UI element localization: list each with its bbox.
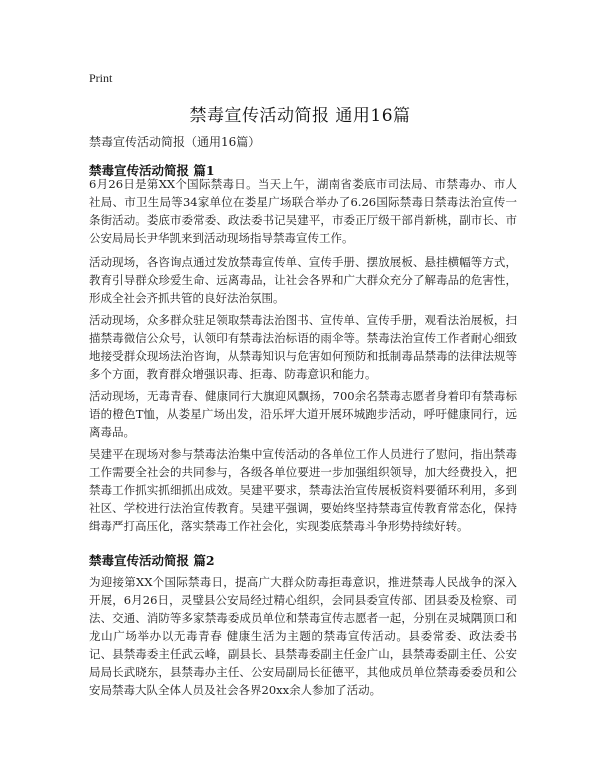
paragraph: 活动现场，无毒青春、健康同行大旗迎风飘扬，700余名禁毒志愿者身着印有禁毒标语的橙色T恤，从娄星广场出发，沿乐坪大道开展环城跑步活动，呼吁健康同行，远离毒品。 — [89, 389, 517, 439]
document-subtitle: 禁毒宣传活动简报（通用16篇） — [89, 135, 261, 149]
paragraph: 活动现场，众多群众驻足领取禁毒法治图书、宣传单、宣传手册，观看法治展板，扫描禁毒微信公众号，认领印有禁毒法治标语的雨伞等。禁毒法治宣传工作者耐心细致地接受群众现场法治咨询，从禁毒知识与危害如何预防和抵制毒品禁毒的法律法规等多个方面，教育群众增强识毒、拒毒、防毒意识和能力。 — [89, 313, 517, 381]
paragraph: 吴建平在现场对参与禁毒法治集中宣传活动的各单位工作人员进行了慰问，指出禁毒工作需要全社会的共同参与，各级各单位要进一步加强组织领导，加大经费投入，把禁毒工作抓实抓细抓出成效。吴建平要求，禁毒法治宣传展板资料要循环利用，多到社区、学校进行法治宣传教育。吴建平强调，要始终坚持禁毒宣传教育常态化，保持缉毒严打高压化，落实禁毒工作社会化，实现娄底禁毒斗争形势持续好转。 — [89, 447, 517, 533]
paragraph: 为迎接第XX个国际禁毒日，提高广大群众防毒拒毒意识，推进禁毒人民战争的深入开展，6月26日，灵璧县公安局经过精心组织，会同县委宣传部、团县委及检察、司法、交通、消防等多家禁毒委成员单位和禁毒宣传志愿者一起，分别在灵城隅顶口和龙山广场举办以无毒青春 健康生活为主题的禁毒宣传活动。县委常委、政法委书记、县禁毒委主任武云峰，副县长、县禁毒委副主任金广山，县禁毒委副主任、公安局局长武晓东，县禁毒办主任、公安局副局长征德平，其他成员单位禁毒委委员和公安局禁毒大队全体人员及社会各界20xx余人参加了活动。 — [89, 575, 517, 697]
document-title: 禁毒宣传活动简报 通用16篇 — [189, 106, 411, 126]
section-heading-2: 禁毒宣传活动简报 篇2 — [89, 553, 215, 568]
print-label[interactable]: Print — [89, 71, 113, 85]
paragraph: 活动现场，各咨询点通过发放禁毒宣传单、宣传手册、摆放展板、悬挂横幅等方式，教育引导群众珍爱生命、远离毒品，让社会各界和广大群众充分了解毒品的危害性，形成全社会齐抓共管的良好法治氛围。 — [89, 255, 517, 305]
section-heading-1: 禁毒宣传活动简报 篇1 — [89, 163, 215, 178]
paragraph: 6月26日是第XX个国际禁毒日。当天上午，湖南省娄底市司法局、市禁毒办、市人社局、市卫生局等34家单位在娄星广场联合举办了6.26国际禁毒日禁毒法治宣传一条街活动。娄底市委常委、政法委书记吴建平，市委正厅级干部肖新桃，副市长、市公安局局长尹华凯来到活动现场指导禁毒宣传工作。 — [89, 177, 517, 245]
